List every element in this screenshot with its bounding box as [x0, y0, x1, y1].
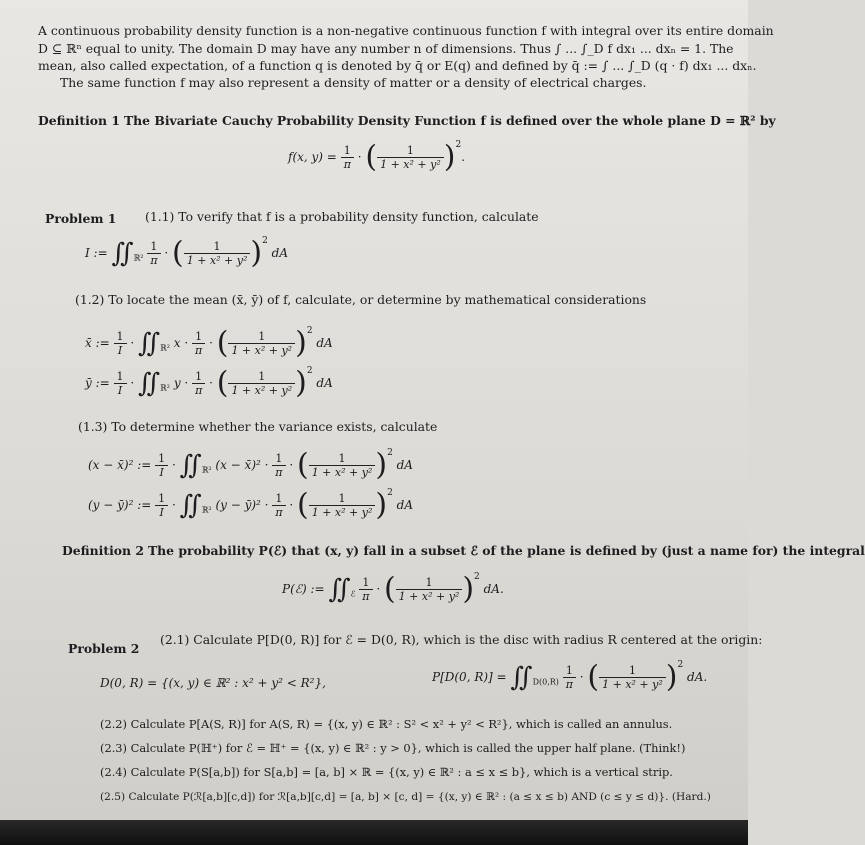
mean-y-equation: ȳ := $\frac{1}{I}$ · $∬_{ℝ^2}$ y · $\frac{1}{\pi}$ · ( $\frac{1}{\text{1 + x² + y²}}$ )$^2$ dA	[85, 365, 333, 401]
variance-x-equation: (x − x̄)² := $\frac{1}{I}$ · $∬_{ℝ^2}$ (x − x̄)² · $\frac{1}{\pi}$ · ( $\frac{1}{\text{1 + x² + y²}}$ )$^2$ dA	[88, 447, 413, 483]
I-dA: dA	[271, 246, 289, 260]
definition-2	[62, 542, 865, 559]
ybar-lhs: ȳ :=	[85, 376, 110, 390]
intro-line-2: D ⊆ ℝⁿ equal to unity. The domain D may have any number n of dimensions. Thus ∫ ... ∫_D f dx₁ ... dxₙ = 1. The	[38, 41, 734, 56]
mean-x-equation: x̄ := $\frac{1}{I}$ · $∬_{ℝ^2}$ x · $\frac{1}{\pi}$ · ( $\frac{1}{\text{1 + x² + y²}}$ )$^2$ dA	[85, 325, 333, 361]
problem-2-4-text: (2.4) Calculate P(S[a,b]) for S[a,b] = [a, b] × ℝ = {(x, y) ∈ ℝ² : a ≤ x ≤ b}, which is a vertical strip.	[100, 765, 673, 779]
integral-I: I := $∬_{ℝ^2}$ $\frac{1}{\pi}$ · ( $\frac{1}{\text{1 + x² + y²}}$ )$^2$ dA	[85, 235, 289, 271]
intro-line-3: mean, also called expectation, of a function q is denoted by q̄ or E(q) and defined by q̄ := ∫ ... ∫_D (q · f) dx₁ ... dxₙ.	[38, 58, 757, 73]
xbar-lhs: x̄ :=	[85, 336, 110, 350]
problem-2-1-text: (2.1) Calculate P[D(0, R)] for ℰ = D(0, R), which is the disc with radius R centered at the origin:	[160, 632, 763, 647]
P-dA: dA.	[483, 582, 504, 596]
cauchy-density-equation: f(x, y) = $\frac{1}{\pi}$ · ( $\frac{1}{\text{1 + x² + y²}}$ )$^2$.	[288, 139, 466, 175]
disc-probability-integral: P[D(0, $R)] = ∬_{D(0,R)}$ $\frac{1}{\pi}$ · ( $\frac{1}{\text{1 + x² + y²}}$ )$^2$ dA.	[432, 659, 708, 695]
vary-lhs: (y − ȳ)² :=	[88, 498, 152, 512]
P-lhs: P(ℰ) :=	[282, 582, 325, 596]
equation-coeff-num: 1	[341, 144, 354, 158]
definition-1-label: Definition 1	[38, 113, 120, 128]
inv-I-num: 1	[114, 330, 127, 344]
equation-frac-den: 1 + x² + y²	[380, 158, 441, 171]
Pdisc-domain: D(0,R)	[532, 677, 559, 687]
probability-integral: P(ℰ) := $∬_ℰ$ $\frac{1}{\pi}$ · ( $\frac{1}{\text{1 + x² + y²}}$ )$^2$ dA.	[282, 571, 504, 607]
y-var: y ·	[173, 376, 189, 390]
intro-line-1: A continuous probability density function is a non-negative continuous function f with integral over its entire domain	[38, 23, 774, 38]
problem-2-2-text: (2.2) Calculate P[A(S, R)] for A(S, R) = {(x, y) ∈ ℝ² : S² < x² + y² < R²}, which is called an annulus.	[100, 717, 673, 731]
equation-power: 2	[455, 140, 462, 150]
equation-frac-num: 1	[377, 144, 444, 158]
definition-2-label: Definition 2	[62, 543, 144, 558]
problem-1-2-text: (1.2) To locate the mean (x̄, ȳ) of f, calculate, or determine by mathematical considerations	[75, 292, 647, 307]
I-domain: ℝ²	[133, 253, 144, 263]
definition-1	[38, 112, 776, 129]
problem-1-3-text: (1.3) To determine whether the variance exists, calculate	[78, 419, 438, 434]
equation-end: .	[461, 150, 466, 164]
varx-lhs: (x − x̄)² :=	[88, 458, 152, 472]
definition-1-text: The Bivariate Cauchy Probability Density Function f is defined over the whole plane D = ℝ² by	[123, 113, 776, 128]
x-var: x ·	[173, 336, 189, 350]
intro-line-4: The same function f may also represent a density of matter or a density of electrical charges.	[60, 75, 647, 90]
inv-I-den: I	[117, 344, 123, 357]
equation-coeff-den: π	[343, 158, 351, 171]
variance-y-equation: (y − ȳ)² := $\frac{1}{I}$ · $∬_{ℝ^2}$ (y − ȳ)² · $\frac{1}{\pi}$ · ( $\frac{1}{\text{1 + x² + y²}}$ )$^2$ dA	[88, 487, 414, 523]
I-lhs: I :=	[85, 246, 108, 260]
vary-integrand: (y − ȳ)² ·	[215, 498, 269, 512]
P-domain: ℰ	[350, 589, 356, 599]
problem-1-1-text: (1.1) To verify that f is a probability density function, calculate	[145, 209, 539, 224]
definition-2-text: The probability P(ℰ) that (x, y) fall in a subset ℰ of the plane is defined by (just a name for) the integral	[147, 543, 865, 558]
problem-2-3-text: (2.3) Calculate P(ℍ⁺) for ℰ = ℍ⁺ = {(x, y) ∈ ℝ² : y > 0}, which is called the upper half plane. (Think!)	[100, 741, 686, 755]
problem-2-label: Problem 2	[68, 641, 140, 656]
problem-1-label: Problem 1	[45, 211, 117, 226]
problem-2-5-text: (2.5) Calculate P(ℛ[a,b][c,d]) for ℛ[a,b][c,d] = [a, b] × [c, d] = {(x, y) ∈ ℝ² : (a ≤ x ≤ b) AND (c ≤ y ≤ d)}. (Hard.)	[100, 791, 711, 803]
photo-dark-edge	[0, 820, 748, 845]
Pdisc-lhs: P[D(0, R)] =	[432, 670, 507, 684]
equation-lhs: f(x, y) =	[288, 150, 337, 164]
disc-definition: D(0, R) = {(x, y) ∈ ℝ² : x² + y² < R²},	[100, 676, 326, 690]
Pdisc-dA: dA.	[687, 670, 708, 684]
varx-integrand: (x − x̄)² ·	[215, 458, 269, 472]
